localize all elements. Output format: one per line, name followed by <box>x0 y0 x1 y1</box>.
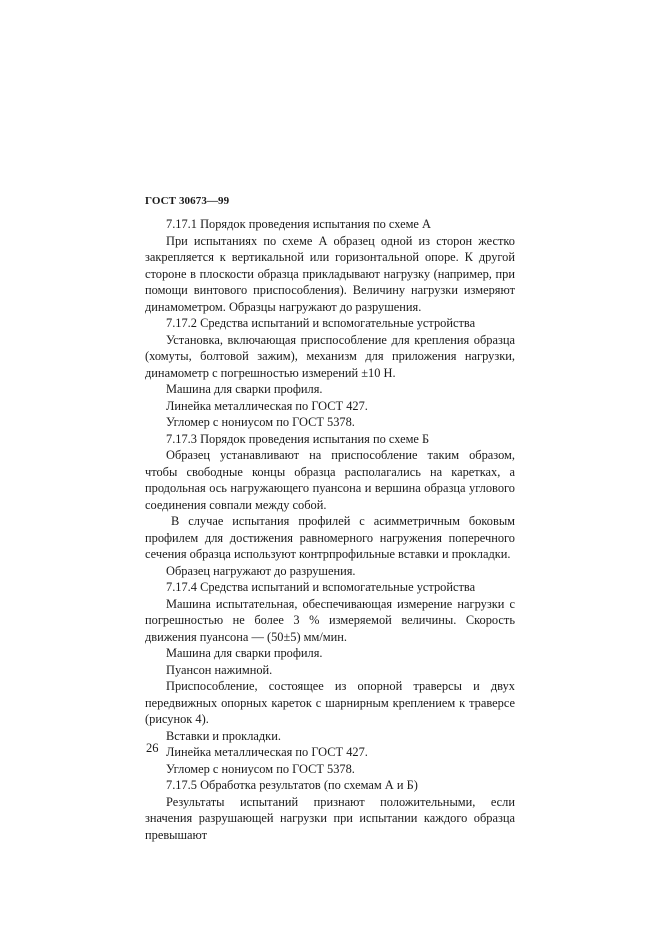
document-body <box>145 216 515 843</box>
paragraph: Приспособление, состоящее из опорной траверсы и двух передвижных опорных кареток с шарнирным креплением к траверсе (рисунок 4). <box>145 679 515 726</box>
paragraph: Машина испытательная, обеспечивающая измерение нагрузки с погрешностью не более 3 % измеряемой величины. Скорость движения пуансона — (50±5) мм/мин. <box>145 596 515 644</box>
list-item: Линейка металлическая по ГОСТ 427. <box>166 398 368 413</box>
list-item: Угломер с нониусом по ГОСТ 5378. <box>166 761 355 776</box>
paragraph: Результаты испытаний признают положительными, если значения разрушающей нагрузки при испытании каждого образца превышают <box>145 794 515 842</box>
page-number: 26 <box>146 741 159 755</box>
section-heading-7-17-5: 7.17.5 Обработка результатов (по схемам А и Б) <box>166 778 418 792</box>
section-heading-7-17-2: 7.17.2 Средства испытаний и вспомогательные устройства <box>166 316 476 330</box>
paragraph: Образец нагружают до разрушения. <box>166 563 356 578</box>
list-item: Линейка металлическая по ГОСТ 427. <box>166 745 368 759</box>
list-item: Вставки и прокладки. <box>166 728 281 743</box>
list-item: Машина для сварки профиля. <box>166 646 323 660</box>
section-heading-7-17-4: 7.17.4 Средства испытаний и вспомогательные устройства <box>166 580 476 594</box>
paragraph: Образец устанавливают на приспособление таким образом, чтобы свободные концы образца располагались на каретках, а продольная ось нагружающего пуансона и вершина образца углового соединения совпали между собой. <box>145 448 515 512</box>
list-item: Пуансон нажимной. <box>166 662 273 677</box>
paragraph: В случае испытания профилей с асимметричным боковым профилем для достижения равномерного нагружения поперечного сечения образца используют контрпрофильные вставки и прокладки. <box>145 514 515 561</box>
list-item: Машина для сварки профиля. <box>166 382 323 396</box>
paragraph: Установка, включающая приспособление для крепления образца (хомуты, болтовой зажим), механизм для приложения нагрузки, динамометр с погрешностью измерений ±10 Н. <box>145 332 515 380</box>
section-heading-7-17-1: 7.17.1 Порядок проведения испытания по схеме А <box>166 217 431 231</box>
list-item: Угломер с нониусом по ГОСТ 5378. <box>166 415 355 429</box>
paragraph: При испытаниях по схеме А образец одной из сторон жестко закрепляется к вертикальной или горизонтальной опоре. К другой стороне в плоскости образца прикладывают нагрузку (например, при помощи винтового приспособления). Величину нагрузки измеряют динамометром. Образцы нагружают до разрушения. <box>145 233 515 314</box>
document-header: ГОСТ 30673—99 <box>145 195 230 207</box>
section-heading-7-17-3: 7.17.3 Порядок проведения испытания по схеме Б <box>166 431 430 446</box>
